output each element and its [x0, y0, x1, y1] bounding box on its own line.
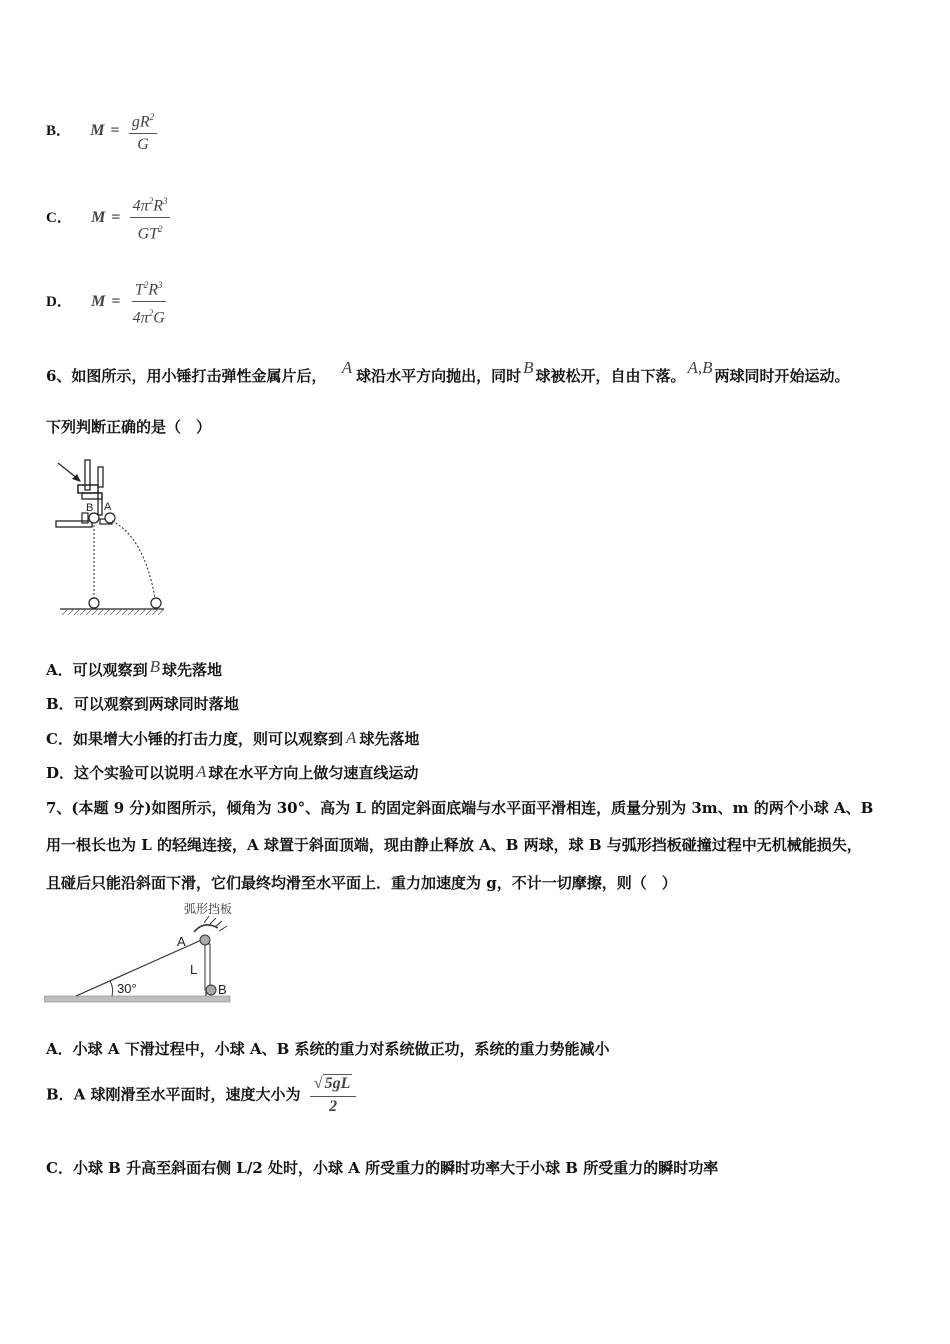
option-var: B [149, 657, 161, 676]
formula-eq: = [111, 292, 121, 310]
q6-text: 球沿水平方向抛出，同时 [356, 367, 522, 385]
option-text: 可以观察到 [72, 661, 148, 679]
label-l: L [190, 962, 198, 977]
frac-num-sup: 3 [158, 280, 163, 290]
q6-var-a: A [341, 358, 353, 377]
ball-b [206, 985, 216, 995]
q7-stem-line2: 用一根长也为 L 的轻绳连接，A 球置于斜面顶端，现由静止释放 A、B 两球，球 B 与弧形挡板碰撞过程中无机械能损失， [46, 836, 862, 854]
frac-num: T [134, 281, 144, 299]
formula-eq: = [110, 122, 120, 140]
option-label: B． [46, 123, 72, 140]
label-b: B [218, 982, 227, 997]
incline [76, 938, 206, 996]
rope [205, 944, 210, 990]
option-text: 小球 A 下滑过程中，小球 A、B 系统的重力对系统做正功，系统的重力势能减小 [72, 1040, 610, 1058]
option-label: C． [46, 730, 73, 748]
q6-text: 6、如图所示，用小锤打击弹性金属片后， [46, 367, 327, 385]
option-b-q5 [46, 108, 157, 154]
hammer-handle [98, 467, 103, 487]
frac-den-sup: 2 [158, 224, 163, 235]
frac-num: 4π [132, 197, 149, 215]
label-angle: 30° [117, 981, 137, 996]
ball-b-landed [89, 598, 99, 608]
radicand: 5gL [324, 1075, 351, 1092]
option-var: A [345, 728, 357, 747]
baffle-arc [194, 925, 218, 932]
frac-num-sup: 2 [148, 196, 154, 206]
q7-option-a [46, 1038, 610, 1059]
q6-text: 两球同时开始运动。 [714, 367, 850, 385]
option-d-q5 [46, 276, 168, 328]
frac-den-tail: G [153, 309, 165, 327]
formula-sqrt-fraction: $\frac{√ 5gL}{2}$ [310, 1074, 357, 1117]
ground-hatch [62, 609, 164, 615]
formula-lhs: M [90, 122, 105, 140]
formula-fraction [130, 276, 168, 328]
q7-figure [44, 898, 244, 1010]
path-a [112, 521, 155, 598]
frac-num-sup: 2 [149, 112, 155, 122]
stand-column [98, 493, 102, 515]
frac-den: 4π [132, 309, 149, 327]
label-b: B [86, 502, 94, 514]
hammer-head [78, 485, 98, 493]
frac-den: GT [137, 225, 159, 243]
q7-stem-line3: 且碰后只能沿斜面下滑，它们最终均滑至水平面上．重力加速度为 g，不计一切摩擦，则（ ） [46, 874, 677, 892]
option-label: C． [46, 1159, 73, 1177]
option-label: B． [46, 695, 74, 713]
frac-num: gR [131, 113, 150, 131]
frac-num-r: R [153, 197, 163, 215]
ground [44, 996, 230, 1002]
frac-num-sup: 2 [143, 280, 149, 290]
frac-den: G [137, 136, 149, 154]
q6-option-b [46, 693, 239, 714]
option-label: A． [46, 661, 73, 679]
frac-den-sup: 2 [148, 308, 154, 319]
option-text: 这个实验可以说明 [74, 764, 195, 782]
ball-b-start [89, 513, 99, 523]
q7-stem-line1: 7、(本题 9 分)如图所示，倾角为 30°、高为 L 的固定斜面底端与水平面平滑相连，质量分别为 3m、m 的两个小球 A、B [46, 799, 874, 817]
q6-option-c [46, 728, 419, 749]
option-label: B． [46, 1085, 74, 1104]
label-a: A [177, 934, 186, 949]
angle-arc [110, 981, 113, 996]
q7-option-b [46, 1074, 356, 1117]
option-var: A [196, 762, 207, 781]
option-text: 球在水平方向上做匀速直线运动 [208, 764, 419, 782]
option-text: 可以观察到两球同时落地 [73, 695, 239, 713]
formula-lhs: M [91, 208, 106, 226]
q6-var-b: B [523, 358, 534, 377]
option-text: A 球刚滑至水平面时，速度大小为 [73, 1085, 301, 1104]
baffle-label: 弧形挡板 [184, 902, 233, 916]
q6-figure [52, 455, 172, 625]
frac-num-sup: 3 [162, 196, 168, 206]
option-text: 球先落地 [359, 730, 420, 748]
option-label: D． [46, 293, 72, 310]
option-text: 球先落地 [162, 661, 223, 679]
option-text: 如果增大小锤的打击力度，则可以观察到 [72, 730, 343, 748]
q6-stem-line1 [46, 358, 850, 386]
q6-stem-line2: 下列判断正确的是（ ） [46, 418, 212, 436]
option-label: C． [46, 209, 72, 226]
option-label: D． [46, 764, 75, 782]
q6-option-a [46, 659, 222, 680]
frac-den: 2 [329, 1098, 338, 1115]
label-a: A [104, 501, 112, 513]
q7-option-c [46, 1157, 718, 1178]
frac-num-r: R [148, 281, 159, 299]
q6-option-d [46, 762, 418, 783]
option-c-q5 [46, 192, 170, 244]
baffle-hatch [204, 916, 227, 931]
q6-var-ab: A,B [687, 358, 713, 377]
formula-fraction [129, 108, 157, 154]
option-label: A． [46, 1040, 73, 1058]
option-text: 小球 B 升高至斜面右侧 L/2 处时，小球 A 所受重力的瞬时功率大于小球 B 所受重力的瞬时功率 [72, 1159, 719, 1177]
ball-a-landed [151, 598, 161, 608]
ball-a [200, 935, 210, 945]
formula-eq: = [111, 208, 121, 226]
platform [56, 521, 92, 527]
formula-fraction [130, 192, 171, 244]
q6-text: 球被松开，自由下落。 [535, 367, 686, 385]
clamp [82, 493, 102, 499]
formula-lhs: M [91, 292, 106, 310]
